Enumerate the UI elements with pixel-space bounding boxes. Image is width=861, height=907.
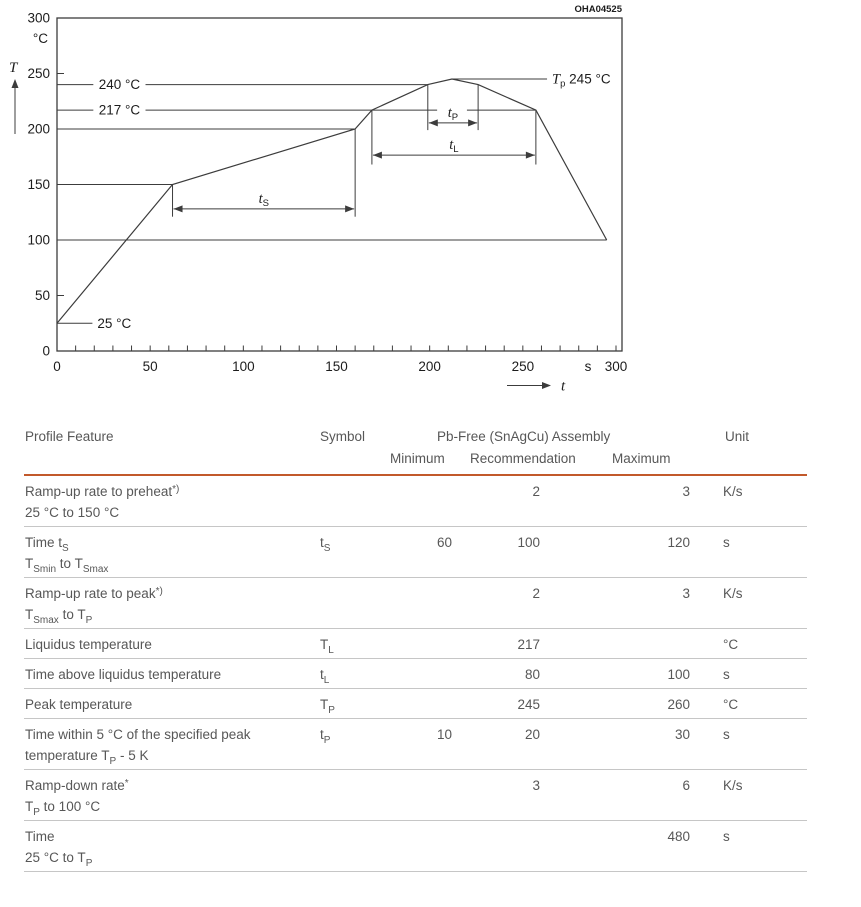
unit-cell: °C: [703, 689, 807, 719]
table-row: [24, 659, 807, 689]
symbol-cell: $t_L$: [316, 659, 390, 689]
column-header-recommendation: Recommendation: [470, 447, 612, 475]
minimum-cell: [390, 629, 470, 659]
recommendation-cell: 80: [470, 659, 612, 689]
ref-line-label: 240 °C: [98, 77, 141, 93]
y-axis-unit-label: °C: [32, 31, 48, 46]
minimum-cell: [390, 770, 470, 821]
maximum-cell: [612, 629, 703, 659]
unit-cell: K/s: [703, 475, 807, 527]
y-tick-label: 100: [27, 232, 50, 248]
table-row: [24, 527, 807, 578]
feature-cell: Liquidus temperature: [24, 629, 316, 659]
recommendation-cell: 3: [470, 770, 612, 821]
arrowhead-icon: [12, 79, 19, 88]
symbol-cell: [316, 821, 390, 872]
reflow-profile-chart: [0, 0, 861, 400]
table-row: [24, 578, 807, 629]
x-tick-label: 50: [142, 359, 158, 374]
recommendation-cell: 2: [470, 475, 612, 527]
feature-cell: Time above liquidus temperature: [24, 659, 316, 689]
unit-cell: K/s: [703, 578, 807, 629]
measure-label: $t_S$: [258, 190, 270, 209]
feature-cell: Time within 5 °C of the specified peak temperature $T_P - 5$ K: [24, 719, 316, 770]
symbol-cell: $t_P$: [316, 719, 390, 770]
symbol-cell: $T_P$: [316, 689, 390, 719]
x-tick-label: 250: [511, 359, 535, 374]
minimum-cell: [390, 659, 470, 689]
maximum-cell: 480: [612, 821, 703, 872]
column-header-symbol: Symbol: [316, 424, 390, 475]
column-header-profile-feature: Profile Feature: [24, 424, 316, 475]
maximum-cell: 3: [612, 475, 703, 527]
ref-line-label: 217 °C: [98, 102, 141, 118]
feature-cell: Ramp-up rate to peak*) $T_{Smax}$ to $T_P$: [24, 578, 316, 629]
recommendation-cell: 245: [470, 689, 612, 719]
minimum-cell: [390, 475, 470, 527]
arrowhead-icon: [526, 152, 535, 159]
ref-line-label: 25 °C: [97, 315, 132, 331]
feature-cell: Time 25 °C to $T_P$: [24, 821, 316, 872]
recommendation-cell: 217: [470, 629, 612, 659]
x-axis-symbol: t: [561, 378, 566, 395]
feature-cell: Time $t_S$ $T_{Smin}$ to $T_{Smax}$: [24, 527, 316, 578]
unit-cell: s: [703, 527, 807, 578]
symbol-cell: $T_L$: [316, 629, 390, 659]
arrowhead-icon: [345, 205, 354, 212]
recommendation-cell: 20: [470, 719, 612, 770]
recommendation-cell: 2: [470, 578, 612, 629]
maximum-cell: 3: [612, 578, 703, 629]
y-tick-label: 250: [27, 66, 50, 81]
x-axis-unit-label: s: [584, 359, 592, 374]
feature-cell: Ramp-down rate* $T_P$ to 100 °C: [24, 770, 316, 821]
column-header-minimum: Minimum: [390, 447, 470, 475]
measure-label: $t_P$: [447, 104, 459, 123]
y-tick-label: 0: [42, 343, 50, 359]
unit-cell: K/s: [703, 770, 807, 821]
x-tick-label: 200: [418, 359, 441, 374]
feature-cell: Ramp-up rate to preheat*) 25 °C to 150 °C: [24, 475, 316, 527]
table-header-row: [24, 424, 807, 447]
minimum-cell: 60: [390, 527, 470, 578]
reflow-profile-svg: [0, 0, 861, 400]
symbol-cell: [316, 770, 390, 821]
maximum-cell: 30: [612, 719, 703, 770]
symbol-cell: $t_S$: [316, 527, 390, 578]
minimum-cell: 10: [390, 719, 470, 770]
arrowhead-icon: [373, 152, 382, 159]
table-row: [24, 821, 807, 872]
x-tick-label: 150: [325, 359, 348, 374]
y-tick-label: 150: [27, 177, 50, 192]
table-row: [24, 770, 807, 821]
x-tick-label: 300: [604, 359, 628, 374]
measure-label: $t_L$: [449, 137, 459, 156]
unit-cell: s: [703, 821, 807, 872]
minimum-cell: [390, 689, 470, 719]
minimum-cell: [390, 578, 470, 629]
feature-cell: Peak temperature: [24, 689, 316, 719]
symbol-cell: [316, 475, 390, 527]
arrowhead-icon: [468, 119, 477, 126]
minimum-cell: [390, 821, 470, 872]
maximum-cell: 120: [612, 527, 703, 578]
unit-cell: °C: [703, 629, 807, 659]
unit-cell: s: [703, 659, 807, 689]
recommendation-cell: [470, 821, 612, 872]
maximum-cell: 100: [612, 659, 703, 689]
maximum-cell: 6: [612, 770, 703, 821]
y-tick-label: 300: [27, 10, 50, 26]
y-tick-label: 50: [34, 288, 50, 303]
table-row: [24, 689, 807, 719]
y-tick-label: 200: [27, 121, 50, 137]
y-axis-symbol: T: [9, 60, 18, 76]
table-row: [24, 629, 807, 659]
x-tick-label: 100: [232, 359, 255, 374]
peak-label: $T_p$ 245 °C: [552, 71, 611, 90]
arrowhead-icon: [542, 382, 551, 389]
column-header-unit: Unit: [703, 424, 807, 475]
table-row: [24, 475, 807, 527]
unit-cell: s: [703, 719, 807, 770]
maximum-cell: 260: [612, 689, 703, 719]
figure-id: OHA04525: [574, 4, 622, 15]
profile-table: [24, 424, 807, 872]
recommendation-cell: 100: [470, 527, 612, 578]
x-tick-label: 0: [53, 359, 61, 374]
arrowhead-icon: [174, 205, 183, 212]
symbol-cell: [316, 578, 390, 629]
arrowhead-icon: [429, 119, 438, 126]
table-row: [24, 719, 807, 770]
column-header-maximum: Maximum: [612, 447, 703, 475]
column-group-header-assembly: Pb-Free (SnAgCu) Assembly: [437, 429, 611, 444]
